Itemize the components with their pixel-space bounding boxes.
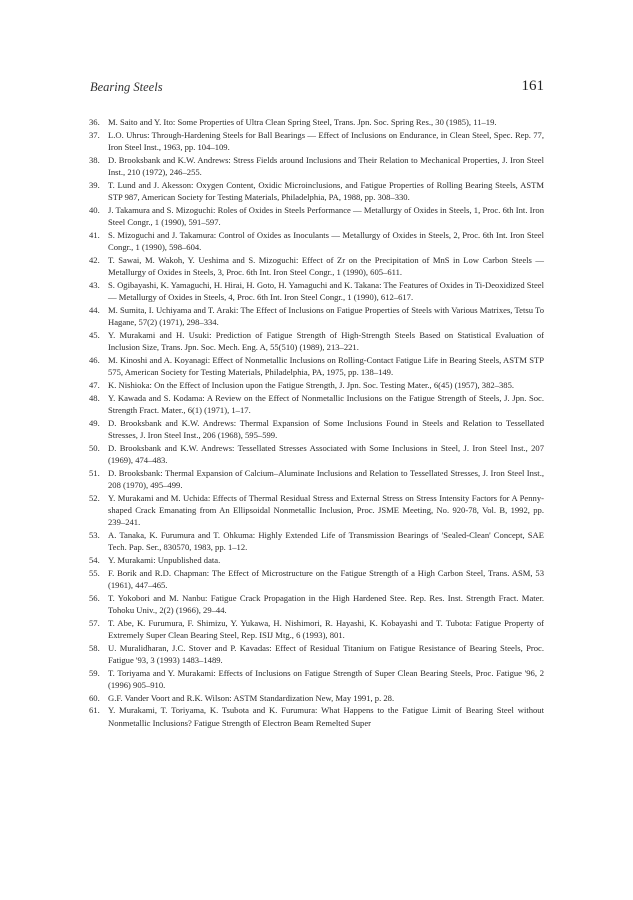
reference-number: 41. [89, 229, 100, 240]
reference-number: 46. [89, 354, 100, 365]
reference-item [90, 392, 544, 416]
reference-item [90, 492, 544, 529]
reference-text: F. Borik and R.D. Chapman: The Effect of Microstructure on the Fatigue Strength of a High Carbon Steel, Trans. ASM, 53 (1961), 447–465. [108, 567, 544, 590]
reference-text: K. Nishioka: On the Effect of Inclusion upon the Fatigue Strength, J. Jpn. Soc. Testing Mater., 6(45) (1957), 382–385. [108, 379, 515, 390]
reference-item [90, 304, 544, 328]
reference-text: S. Ogibayashi, K. Yamaguchi, H. Hirai, H. Goto, H. Yamaguchi and K. Takana: The Features of Oxides in Ti-Deoxidized Steel — Metallurgy of Oxides in Steels, 4, Proc. 6th Int. Iron Steel Congr., 1 (1990), 612–617. [108, 279, 544, 302]
reference-number: 60. [89, 692, 100, 703]
reference-text: J. Takamura and S. Mizoguchi: Roles of Oxides in Steels Performance — Metallurgy of Oxides in Steels, 1, Proc. 6th Int. Iron Steel Congr., 1 (1990), 591–597. [108, 204, 544, 227]
reference-item [90, 154, 544, 178]
reference-text: Y. Kawada and S. Kodama: A Review on the Effect of Nonmetallic Inclusions on the Fatigue Strength of Steels, J. Jpn. Soc. Strength Fract. Mater., 6(1) (1971), 1–17. [108, 392, 544, 415]
reference-item [90, 592, 544, 616]
reference-item [90, 417, 544, 441]
reference-item [90, 467, 544, 491]
reference-text: T. Sawai, M. Wakoh, Y. Ueshima and S. Mizoguchi: Effect of Zr on the Precipitation of MnS in Low Carbon Steels — Metallurgy of Oxides in Steels, 3, Proc. 6th Int. Iron Steel Congr., 1 (1990), 605–611. [108, 254, 544, 277]
reference-text: A. Tanaka, K. Furumura and T. Ohkuma: Highly Extended Life of Transmission Bearings of 'Sealed-Clean' Concept, SAE Tech. Pap. Ser., 830570, 1983, pp. 1–12. [108, 529, 544, 552]
reference-item [90, 529, 544, 553]
reference-number: 42. [89, 254, 100, 265]
reference-number: 54. [89, 554, 100, 565]
reference-item [90, 442, 544, 466]
reference-number: 59. [89, 667, 100, 678]
reference-text: L.O. Uhrus: Through-Hardening Steels for Ball Bearings — Effect of Inclusions on Endurance, in Clean Steel, Spec. Rep. 77, Iron Steel Inst., 1963, pp. 104–109. [108, 129, 544, 152]
reference-text: D. Brooksbank and K.W. Andrews: Stress Fields around Inclusions and Their Relation to Mechanical Properties, J. Iron Steel Inst., 210 (1972), 246–255. [108, 154, 544, 177]
reference-number: 61. [89, 705, 100, 716]
reference-text: S. Mizoguchi and J. Takamura: Control of Oxides as Inoculants — Metallurgy of Oxides in Steels, 2, Proc. 6th Int. Iron Steel Congr., 1 (1990), 598–604. [108, 229, 544, 252]
reference-item [90, 379, 544, 391]
reference-text: M. Saito and Y. Ito: Some Properties of Ultra Clean Spring Steel, Trans. Jpn. Soc. Spring Res., 30 (1985), 11–19. [108, 117, 497, 127]
reference-number: 50. [89, 442, 100, 453]
reference-item [90, 704, 544, 728]
running-header [90, 80, 544, 100]
reference-text: Y. Murakami: Unpublished data. [108, 554, 221, 565]
reference-item [90, 279, 544, 303]
reference-number: 44. [89, 304, 100, 315]
reference-text: T. Toriyama and Y. Murakami: Effects of Inclusions on Fatigue Strength of Super Clean Bearing Steels, Proc. Fatigue '96, 2 (1996) 905–910. [108, 667, 544, 690]
reference-number: 49. [89, 417, 100, 428]
reference-number: 40. [89, 204, 100, 215]
reference-text: T. Lund and J. Akesson: Oxygen Content, Oxidic Microinclusions, and Fatigue Properties of Rolling Bearing Steels, ASTM STP 987, American Society for Testing Materials, Philadelphia, PA, 1988, pp. 308–330. [108, 179, 544, 202]
reference-item [90, 129, 544, 153]
reference-item [90, 204, 544, 228]
reference-number: 48. [89, 392, 100, 403]
reference-text: Y. Murakami and M. Uchida: Effects of Thermal Residual Stress and External Stress on Stress Intensity Factors for A Penny-shaped Crack Emanating from An Ellipsoidal Nonmetallic Inclusion, Proc. JSME Meeting, No. 920-78, Vol. B, 1992, pp. 239–241. [108, 492, 544, 527]
reference-text: Y. Murakami and H. Usuki: Prediction of Fatigue Strength of High-Strength Steels Based on Statistical Evaluation of Inclusion Size, Trans. Jpn. Soc. Mech. Eng. A, 55(510) (1989), 213–221. [108, 329, 544, 352]
reference-number: 55. [89, 567, 100, 578]
reference-item [90, 179, 544, 203]
reference-number: 53. [89, 529, 100, 540]
reference-item [90, 229, 544, 253]
running-title: Bearing Steels [90, 80, 163, 94]
reference-text: D. Brooksbank and K.W. Andrews: Thermal Expansion of Some Inclusions Found in Steels and Relation to Tessellated Stresses, J. Iron Steel Inst., 206 (1968), 595–599. [108, 417, 544, 440]
reference-item [90, 554, 544, 566]
reference-number: 51. [89, 467, 100, 478]
page-number: 161 [521, 78, 544, 94]
reference-item [90, 642, 544, 666]
reference-number: 56. [89, 592, 100, 603]
reference-text: Y. Murakami, T. Toriyama, K. Tsubota and K. Furumura: What Happens to the Fatigue Limit of Bearing Steel without Nonmetallic Inclusions? Fatigue Strength of Electron Beam Remelted Super [108, 705, 544, 728]
reference-number: 45. [89, 329, 100, 340]
reference-number: 47. [89, 379, 100, 390]
reference-item [90, 329, 544, 353]
reference-text: D. Brooksbank and K.W. Andrews: Tessellated Stresses Associated with Some Inclusions in Steel, J. Iron Steel Inst., 207 (1969), 474–483. [108, 442, 544, 465]
reference-text: T. Abe, K. Furumura, F. Shimizu, Y. Yukawa, H. Nishimori, R. Hayashi, K. Kobayashi and T. Tubota: Fatigue Property of Extremely Super Clean Bearing Steel, Rep. ISIJ Mtg., 6 (1993), 801. [108, 617, 544, 640]
reference-list [90, 116, 544, 729]
reference-number: 58. [89, 642, 100, 653]
reference-item [90, 617, 544, 641]
reference-item [90, 254, 544, 278]
reference-number: 57. [89, 617, 100, 628]
reference-item [90, 354, 544, 378]
reference-number: 52. [89, 492, 100, 503]
reference-text: D. Brooksbank: Thermal Expansion of Calcium–Aluminate Inclusions and Relation to Tessellated Stresses, J. Iron Steel Inst., 208 (1970), 495–499. [108, 467, 544, 490]
reference-number: 37. [89, 129, 100, 140]
reference-number: 39. [89, 179, 100, 190]
reference-text: G.F. Vander Voort and R.K. Wilson: ASTM Standardization New, May 1991, p. 28. [108, 692, 395, 703]
reference-item [90, 692, 544, 704]
reference-text: M. Sumita, I. Uchiyama and T. Araki: The Effect of Inclusions on Fatigue Properties of Steels with Various Matrixes, Tetsu To Hagane, 57(2) (1971), 298–334. [108, 304, 544, 327]
reference-item [90, 116, 544, 128]
reference-text: T. Yokobori and M. Nanbu: Fatigue Crack Propagation in the High Hardened Stee. Rep. Res. Inst. Strength Fract. Mater. Tohoku Univ., 2(2) (1966), 29–44. [108, 592, 544, 615]
reference-text: M. Kinoshi and A. Koyanagi: Effect of Nonmetallic Inclusions on Rolling-Contact Fatigue Life in Bearing Steels, ASTM STP 575, American Society for Testing Materials, Philadelphia, PA, 1975, pp. 138–149. [108, 354, 544, 377]
reference-number: 43. [89, 279, 100, 290]
reference-text: U. Muralidharan, J.C. Stover and P. Kavadas: Effect of Residual Titanium on Fatigue Resistance of Bearing Steels, Proc. Fatigue '93, 3 (1993) 1483–1489. [108, 642, 544, 665]
reference-item [90, 667, 544, 691]
reference-item [90, 567, 544, 591]
reference-number: 36. [89, 117, 100, 127]
reference-number: 38. [89, 154, 100, 165]
